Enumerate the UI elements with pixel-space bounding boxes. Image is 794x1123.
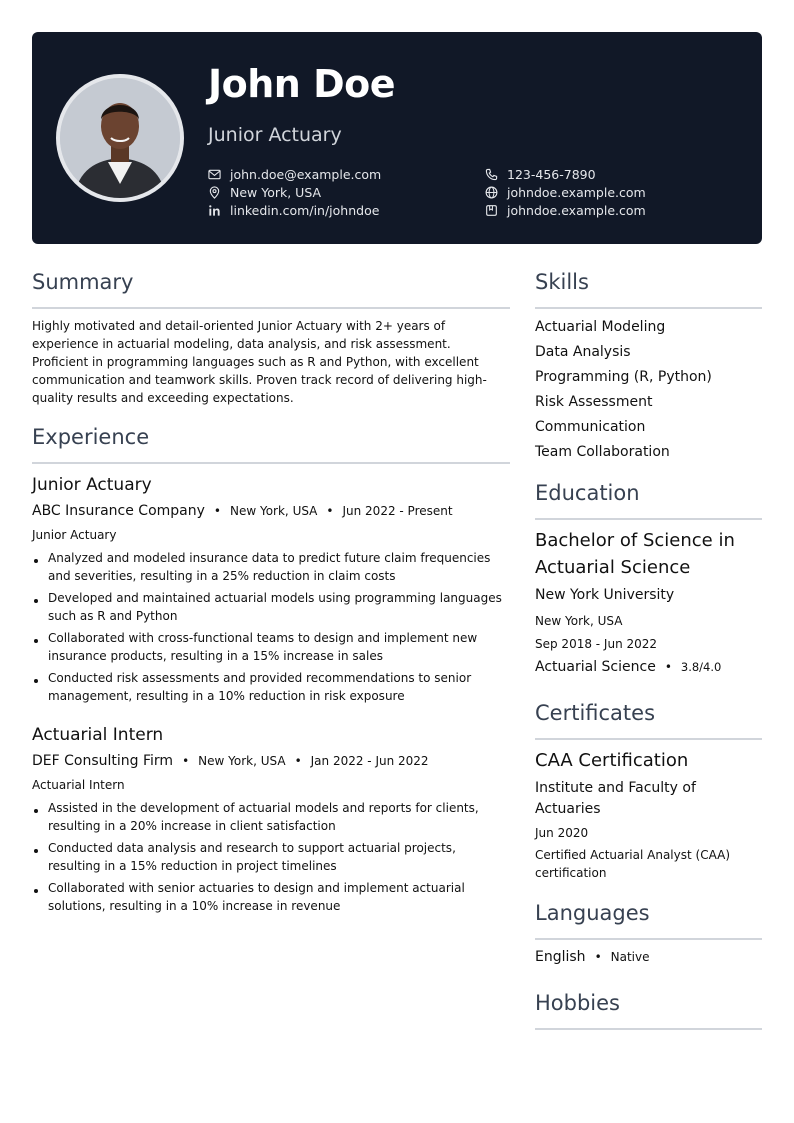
list-item: Conducted risk assessments and provided recommendations to senior management, resulting in a 10% reduction in risk exposure — [32, 669, 510, 705]
language-level: Native — [610, 950, 650, 964]
education-heading: Education — [535, 481, 640, 505]
resume-header — [32, 32, 762, 244]
company-name: ABC Insurance Company — [32, 503, 205, 519]
summary-heading: Summary — [32, 270, 134, 294]
skills-heading: Skills — [535, 270, 589, 294]
list-item: Collaborated with cross-functional teams to design and implement new insurance products, resulting in a 15% increase in sales — [32, 629, 510, 665]
company-name: DEF Consulting Firm — [32, 753, 174, 769]
list-item: Analyzed and modeled insurance data to predict future claim frequencies and severities, resulting in a 25% reduction in claim costs — [32, 549, 510, 585]
job-subtitle: Actuarial Intern — [32, 778, 125, 792]
skills-list — [535, 316, 712, 466]
profile-photo — [60, 78, 180, 198]
separator-dot: • — [294, 754, 302, 768]
contact-location — [208, 183, 321, 201]
languages-divider — [535, 938, 762, 940]
separator-dot: • — [594, 950, 602, 964]
job-title: Junior Actuary — [32, 475, 152, 495]
certificates-heading: Certificates — [535, 701, 656, 725]
list-item: Data Analysis — [535, 344, 631, 360]
degree-line-1: Bachelor of Science in — [535, 530, 735, 551]
list-item: Team Collaboration — [535, 444, 670, 460]
email-text: john.doe@example.com — [230, 166, 382, 182]
bookmark-icon — [485, 204, 498, 217]
mail-icon — [208, 168, 221, 181]
field-of-study: Actuarial Science — [535, 659, 656, 675]
education-dates: Sep 2018 - Jun 2022 — [535, 637, 658, 651]
job-meta — [32, 753, 429, 769]
job-bullets — [32, 799, 510, 919]
education-field-row — [535, 659, 721, 675]
separator-dot: • — [213, 504, 221, 518]
list-item: Risk Assessment — [535, 394, 653, 410]
phone-text: 123-456-7890 — [507, 166, 596, 182]
phone-icon — [485, 168, 498, 181]
list-item: Actuarial Modeling — [535, 319, 666, 335]
gpa: 3.8/4.0 — [680, 660, 722, 674]
certificate-date: Jun 2020 — [535, 826, 589, 840]
language-name: English — [535, 949, 586, 965]
globe-icon — [485, 186, 498, 199]
experience-divider — [32, 462, 510, 464]
avatar — [56, 74, 184, 202]
job-meta — [32, 503, 453, 519]
list-item: Programming (R, Python) — [535, 369, 712, 385]
separator-dot: • — [326, 504, 334, 518]
certificate-issuer-line-2: Actuaries — [535, 801, 601, 817]
job-dates: Jun 2022 - Present — [342, 504, 453, 518]
linkedin-text: linkedin.com/in/johndoe — [230, 202, 380, 218]
degree-line-2: Actuarial Science — [535, 557, 691, 578]
list-item: Collaborated with senior actuaries to design and implement actuarial solutions, resulting in a 10% increase in revenue — [32, 879, 510, 915]
hobbies-heading: Hobbies — [535, 991, 620, 1015]
languages-heading: Languages — [535, 901, 650, 925]
education-divider — [535, 518, 762, 520]
separator-dot: • — [664, 660, 672, 674]
list-item: Developed and maintained actuarial models using programming languages such as R and Python — [32, 589, 510, 625]
job-title: Actuarial Intern — [32, 725, 164, 745]
experience-heading: Experience — [32, 425, 150, 449]
certificate-issuer-line-1: Institute and Faculty of — [535, 780, 696, 796]
school-location: New York, USA — [535, 614, 623, 628]
location-text: New York, USA — [230, 184, 322, 200]
contact-email[interactable] — [208, 165, 381, 183]
job-bullets — [32, 549, 510, 709]
candidate-role: Junior Actuary — [208, 124, 342, 146]
job-dates: Jan 2022 - Jun 2022 — [310, 754, 429, 768]
website-text: johndoe.example.com — [507, 184, 646, 200]
contact-linkedin[interactable] — [208, 201, 379, 219]
separator-dot: • — [182, 754, 190, 768]
list-item: Conducted data analysis and research to support actuarial projects, resulting in a 15% reduction in project timelines — [32, 839, 510, 875]
location-pin-icon — [208, 186, 221, 199]
school-name: New York University — [535, 587, 675, 603]
certificate-desc-line-1: Certified Actuarial Analyst (CAA) — [535, 848, 731, 862]
candidate-name: John Doe — [208, 62, 396, 106]
hobbies-divider — [535, 1028, 762, 1030]
contact-website[interactable] — [485, 183, 646, 201]
list-item: Assisted in the development of actuarial models and reports for clients, resulting in a 20% increase in client satisfaction — [32, 799, 510, 835]
list-item: Communication — [535, 419, 646, 435]
job-location: New York, USA — [229, 504, 318, 518]
job-subtitle: Junior Actuary — [32, 528, 117, 542]
contact-phone[interactable] — [485, 165, 596, 183]
contact-portfolio[interactable] — [485, 201, 646, 219]
portfolio-text: johndoe.example.com — [507, 202, 646, 218]
job-location: New York, USA — [198, 754, 286, 768]
certificate-desc-line-2: certification — [535, 866, 607, 880]
summary-divider — [32, 307, 510, 309]
certificates-divider — [535, 738, 762, 740]
linkedin-icon — [208, 204, 221, 217]
skills-divider — [535, 307, 762, 309]
certificate-name: CAA Certification — [535, 750, 689, 771]
summary-text: Highly motivated and detail-oriented Junior Actuary with 2+ years of experience in actuarial modeling, data analysis, and risk assessment. Proficient in programming languages such as R and Python, with excellent communication and teamwork skills. Proven track record of delivering high-quality results and exceeding expectations. — [32, 319, 487, 405]
language-row — [535, 949, 650, 965]
